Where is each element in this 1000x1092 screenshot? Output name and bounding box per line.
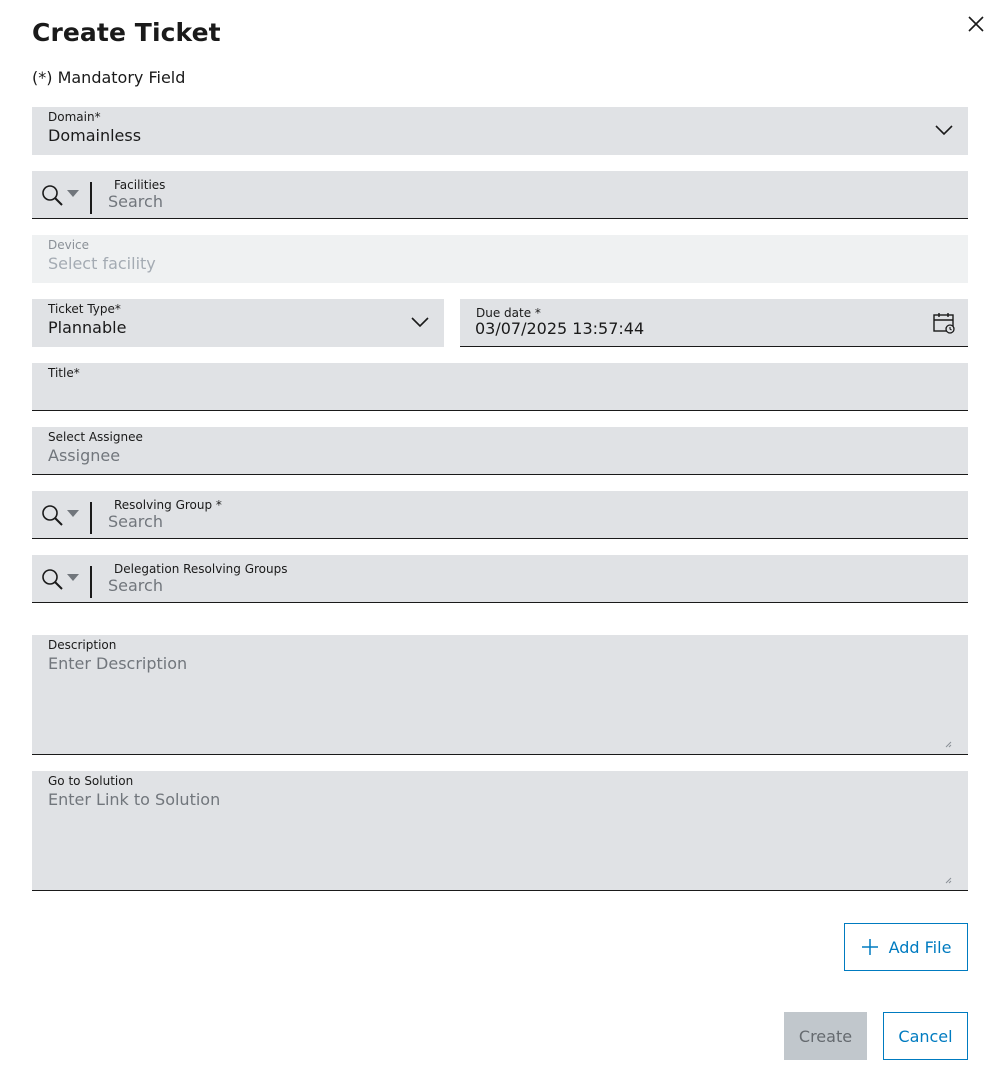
cancel-button[interactable] [883, 1012, 968, 1060]
dialog-title: Create Ticket [32, 18, 221, 47]
solution-label: Go to Solution [48, 774, 134, 788]
plus-icon [861, 938, 879, 956]
close-icon[interactable] [964, 12, 988, 36]
resolving-group-label: Resolving Group * [114, 498, 222, 512]
due-date-label: Due date * [476, 306, 541, 320]
add-file-button[interactable] [844, 923, 968, 971]
domain-value: Domainless [48, 126, 142, 145]
facilities-label: Facilities [114, 178, 166, 192]
search-icon[interactable] [40, 183, 92, 211]
chevron-down-icon [934, 123, 954, 137]
assignee-select[interactable] [32, 427, 968, 475]
assignee-label: Select Assignee [48, 430, 143, 444]
description-textarea[interactable] [32, 635, 968, 755]
solution-link-textarea[interactable] [32, 771, 968, 891]
due-date-field[interactable] [460, 299, 968, 347]
resolving-group-placeholder: Search [108, 512, 163, 531]
description-label: Description [48, 638, 117, 652]
domain-select[interactable] [32, 107, 968, 155]
due-date-value: 03/07/2025 13:57:44 [475, 319, 645, 338]
delegation-groups-placeholder: Search [108, 576, 163, 595]
cancel-label: Cancel [898, 1026, 953, 1046]
delegation-groups-search[interactable] [32, 555, 968, 603]
search-divider [90, 502, 92, 534]
add-file-label: Add File [888, 937, 952, 957]
create-label: Create [798, 1026, 853, 1046]
domain-label: Domain* [48, 110, 101, 124]
mandatory-note: (*) Mandatory Field [32, 68, 186, 87]
ticket-type-value: Plannable [48, 318, 127, 337]
solution-placeholder: Enter Link to Solution [48, 790, 221, 809]
search-icon[interactable] [40, 503, 92, 531]
device-label: Device [48, 238, 90, 252]
search-divider [90, 566, 92, 598]
search-icon[interactable] [40, 567, 92, 595]
resolving-group-search[interactable] [32, 491, 968, 539]
device-select [32, 235, 968, 283]
assignee-placeholder: Assignee [48, 446, 121, 465]
ticket-type-select[interactable] [32, 299, 444, 347]
delegation-groups-label: Delegation Resolving Groups [114, 562, 288, 576]
search-divider [90, 182, 92, 214]
title-label: Title* [48, 366, 80, 380]
device-placeholder: Select facility [48, 254, 156, 273]
calendar-icon[interactable] [932, 311, 956, 335]
resize-handle-icon[interactable] [945, 741, 952, 748]
facilities-placeholder: Search [108, 192, 163, 211]
create-button[interactable] [784, 1012, 867, 1060]
ticket-type-label: Ticket Type* [48, 302, 121, 316]
title-input[interactable] [32, 363, 968, 411]
facilities-search[interactable] [32, 171, 968, 219]
description-placeholder: Enter Description [48, 654, 188, 673]
resize-handle-icon[interactable] [945, 877, 952, 884]
chevron-down-icon [410, 315, 430, 329]
